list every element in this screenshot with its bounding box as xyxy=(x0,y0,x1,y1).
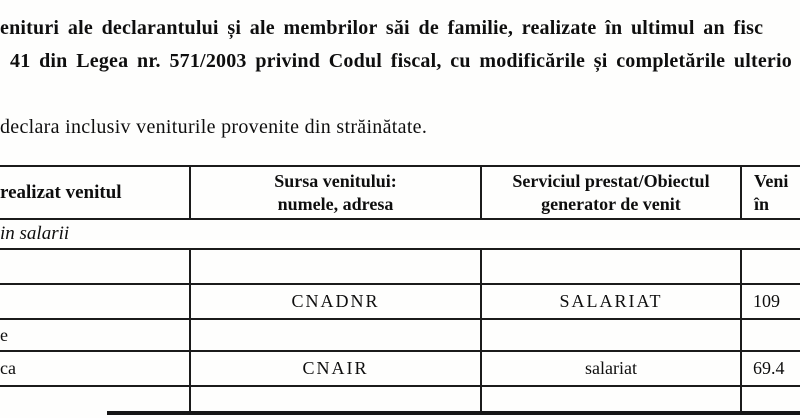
cell-service: SALARIAT xyxy=(482,285,742,318)
table-row xyxy=(0,352,800,387)
cell-source xyxy=(191,387,482,413)
table-header-row xyxy=(0,167,800,220)
section-label: in salarii xyxy=(0,223,70,244)
income-table xyxy=(0,165,800,413)
note-text: declara inclusiv veniturile provenite din străinătate. xyxy=(0,116,428,138)
bottom-divider xyxy=(107,411,800,415)
cell-who xyxy=(0,250,191,283)
cell-who: e xyxy=(0,320,191,350)
header-income-source xyxy=(191,167,482,218)
section-title xyxy=(0,12,800,78)
table-row xyxy=(0,387,800,413)
header-who-earned xyxy=(0,167,191,218)
header-service-provided-line1: Serviciul prestat/Obiectul xyxy=(512,170,710,191)
cell-income: 109 xyxy=(753,291,780,311)
table-row xyxy=(0,320,800,352)
cell-who xyxy=(0,285,191,318)
cell-service xyxy=(482,387,742,413)
cell-service xyxy=(482,250,742,283)
header-service-provided xyxy=(482,167,742,218)
cell-source xyxy=(191,320,482,350)
cell-source xyxy=(191,250,482,283)
cell-who: ca xyxy=(0,352,191,385)
section-band-row xyxy=(0,220,800,250)
header-annual-income-line1: Veni xyxy=(754,170,789,191)
cell-service: salariat xyxy=(482,352,742,385)
cell-income xyxy=(742,387,800,413)
header-annual-income-line2: în xyxy=(754,193,770,214)
header-who-earned-label: realizat venitul xyxy=(0,182,122,203)
header-service-provided-line2: generator de venit xyxy=(541,193,681,214)
header-annual-income xyxy=(742,167,800,218)
table-row xyxy=(0,285,800,320)
cell-income xyxy=(742,250,800,283)
header-income-source-line1: Sursa venitului: xyxy=(274,170,397,191)
cell-service xyxy=(482,320,742,350)
cell-income: 69.4 xyxy=(753,358,785,378)
cell-source: CNAIR xyxy=(191,352,482,385)
table-row xyxy=(0,250,800,285)
header-income-source-line2: numele, adresa xyxy=(277,193,394,214)
section-title-line2: 41 din Legea nr. 571/2003 privind Codul fiscal, cu modificările și completările ulterio xyxy=(10,50,792,72)
cell-income xyxy=(742,320,800,350)
section-title-line1: enituri ale declarantului și ale membrilor săi de familie, realizate în ultimul an fisc xyxy=(0,17,764,39)
cell-who xyxy=(0,387,191,413)
cell-source: CNADNR xyxy=(191,285,482,318)
